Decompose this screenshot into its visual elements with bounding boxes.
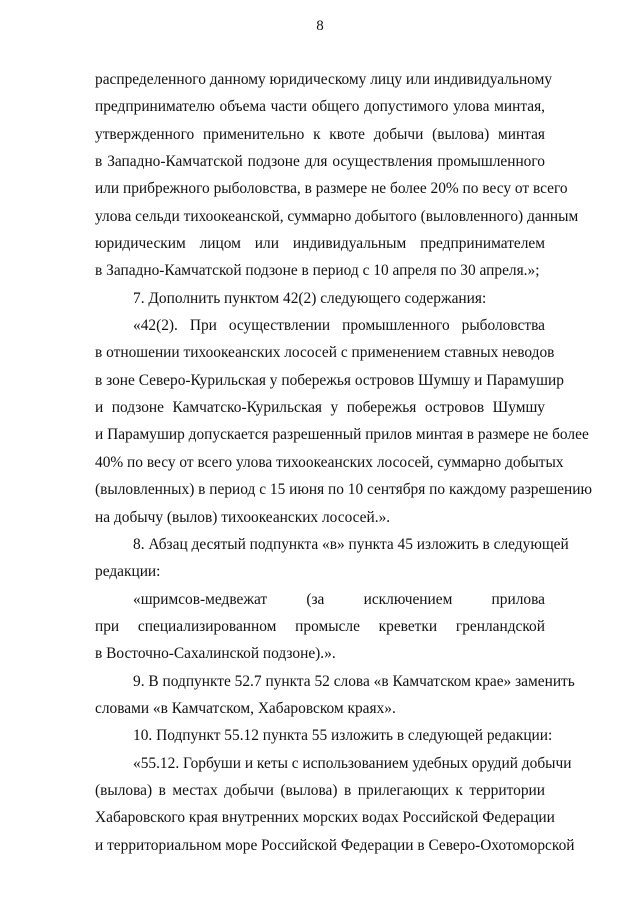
text-line: или прибрежного рыболовства, в размере не более 20% по весу от всего	[95, 180, 568, 198]
text-line: (вылова) в местах добычи (вылова) в прилегающих к территории	[95, 781, 545, 799]
paragraph	[95, 312, 592, 531]
text-line: словами «в Камчатском, Хабаровском краях».	[95, 699, 396, 717]
page-number: 8	[316, 18, 324, 34]
text-line: в Западно-Камчатской подзоне в период с 10 апреля по 30 апреля.»;	[95, 262, 540, 280]
text-line: в Восточно-Сахалинской подзоне).».	[95, 645, 336, 663]
paragraph	[95, 66, 579, 285]
paragraph	[95, 586, 545, 668]
document-body	[95, 66, 592, 859]
text-line: на добычу (вылов) тихоокеанских лососей.».	[95, 508, 391, 526]
text-line: 10. Подпункт 55.12 пункта 55 изложить в следующей редакции:	[133, 727, 553, 745]
paragraph	[95, 750, 575, 859]
paragraph	[95, 531, 569, 586]
text-line: улова сельди тихоокеанской, суммарно добытого (выловленного) данным	[95, 207, 579, 225]
text-line: 40% по весу от всего улова тихоокеанских лососей, суммарно добытых	[95, 453, 564, 471]
paragraph	[95, 722, 553, 749]
text-line: редакции:	[95, 563, 161, 581]
text-line: распределенного данному юридическому лицу или индивидуальному	[95, 71, 553, 88]
text-line: в Западно-Камчатской подзоне для осуществления промышленного	[95, 153, 545, 171]
text-line: и Парамушир допускается разрешенный прилов минтая в размере не более	[95, 426, 589, 444]
text-line: в отношении тихоокеанских лососей с применением ставных неводов	[95, 344, 555, 362]
text-line: 7. Дополнить пунктом 42(2) следующего содержания:	[133, 289, 487, 307]
text-line: «55.12. Горбуши и кеты с использованием удебных орудий добычи	[133, 754, 572, 772]
text-line: в зоне Северо-Курильская у побережья островов Шумшу и Парамушир	[95, 371, 564, 389]
paragraph	[95, 668, 575, 723]
text-line: предпринимателю объема части общего допустимого улова минтая,	[95, 98, 545, 116]
text-line: при специализированном промысле креветки гренландской	[95, 617, 545, 635]
text-line: (выловленных) в период с 15 июня по 10 сентября по каждому разрешению	[95, 481, 592, 499]
text-line: утвержденного применительно к квоте добычи (вылова) минтая	[95, 125, 545, 143]
text-line: и территориальном море Российской Федерации в Северо-Охотоморской	[95, 836, 575, 854]
text-line: «42(2). При осуществлении промышленного рыболовства	[133, 317, 545, 335]
text-line: 8. Абзац десятый подпункта «в» пункта 45 изложить в следующей	[133, 535, 569, 553]
text-line: Хабаровского края внутренних морских водах Российской Федерации	[95, 809, 555, 827]
text-line: и подзоне Камчатско-Курильская у побережья островов Шумшу	[95, 399, 545, 417]
text-line: 9. В подпункте 52.7 пункта 52 слова «в Камчатском крае» заменить	[133, 672, 575, 690]
text-line: «шримсов-медвежат (за исключением прилова	[133, 590, 545, 608]
paragraph	[95, 285, 545, 312]
text-line: юридическим лицом или индивидуальным предпринимателем	[95, 235, 545, 253]
